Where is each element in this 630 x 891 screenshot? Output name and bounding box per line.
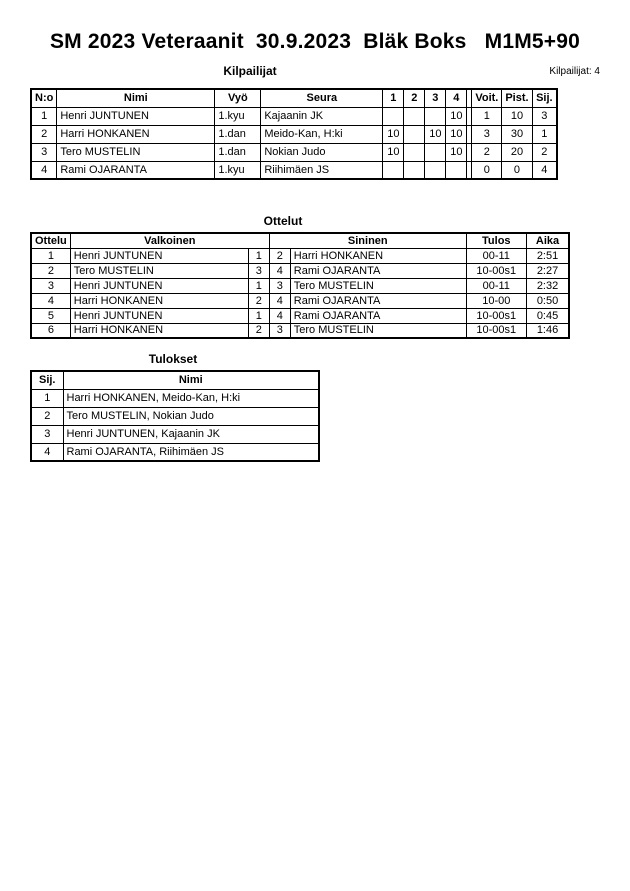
cell-sij: 4 [31,443,63,461]
col-header-valkoinen: Valkoinen [70,233,269,248]
matches-header-row [31,233,569,248]
cell-voit: 3 [472,125,502,143]
cell-score-3: 10 [425,125,446,143]
cell-white-name: Henri JUNTUNEN [70,248,248,263]
cell-sij: 1 [532,125,557,143]
page-title: SM 2023 Veteraanit 30.9.2023 Bläk Boks M1M5+90 [49,30,581,53]
cell-nimi: Rami OJARANTA, Riihimäen JS [63,443,319,461]
cell-aika: 2:32 [526,278,569,293]
result-row [31,425,319,443]
cell-no: 2 [31,125,57,143]
cell-score-1: 10 [383,125,404,143]
cell-voit: 0 [472,161,502,179]
cell-voit: 1 [472,107,502,125]
match-row [31,323,569,338]
cell-white-name: Henri JUNTUNEN [70,278,248,293]
cell-sij: 3 [31,425,63,443]
cell-white-name: Tero MUSTELIN [70,263,248,278]
cell-nimi: Rami OJARANTA [57,161,215,179]
cell-tulos: 10-00s1 [466,308,526,323]
cell-seura: Riihimäen JS [261,161,383,179]
cell-sij: 4 [532,161,557,179]
cell-aika: 0:50 [526,293,569,308]
matches-table [30,232,570,339]
cell-blue-no: 2 [269,248,290,263]
cell-aika: 2:27 [526,263,569,278]
cell-white-no: 1 [248,278,269,293]
cell-tulos: 10-00s1 [466,263,526,278]
col-header-3: 3 [425,89,446,107]
cell-white-no: 1 [248,308,269,323]
cell-blue-name: Tero MUSTELIN [290,278,466,293]
col-header-no: N:o [31,89,57,107]
cell-blue-name: Harri HONKANEN [290,248,466,263]
cell-sij: 1 [31,389,63,407]
cell-score-4: 10 [446,143,467,161]
cell-match-no: 5 [31,308,70,323]
col-header-aika: Aika [526,233,569,248]
col-header-sij: Sij. [532,89,557,107]
cell-nimi: Henri JUNTUNEN [57,107,215,125]
cell-score-3 [425,107,446,125]
col-header-vyo: Vyö [215,89,261,107]
col-header-ottelu: Ottelu [31,233,70,248]
cell-blue-no: 4 [269,293,290,308]
result-row [31,389,319,407]
cell-sij: 3 [532,107,557,125]
cell-score-4 [446,161,467,179]
cell-vyo: 1.kyu [215,107,261,125]
cell-blue-name: Rami OJARANTA [290,308,466,323]
cell-voit: 2 [472,143,502,161]
match-row [31,263,569,278]
cell-seura: Nokian Judo [261,143,383,161]
cell-score-3 [425,143,446,161]
cell-match-no: 4 [31,293,70,308]
cell-nimi: Harri HONKANEN, Meido-Kan, H:ki [63,389,319,407]
col-header-4: 4 [446,89,467,107]
cell-white-no: 2 [248,293,269,308]
cell-blue-name: Tero MUSTELIN [290,323,466,338]
col-header-1: 1 [383,89,404,107]
cell-pist: 10 [502,107,532,125]
cell-white-no: 3 [248,263,269,278]
col-header-nimi: Nimi [57,89,215,107]
col-header-tulos: Tulos [466,233,526,248]
competitors-section-title: Kilpailijat [223,64,277,78]
competitors-count-label: Kilpailijat: 4 [549,66,600,77]
cell-white-no: 1 [248,248,269,263]
cell-nimi: Henri JUNTUNEN, Kajaanin JK [63,425,319,443]
col-header-nimi: Nimi [63,371,319,389]
cell-score-1: 10 [383,143,404,161]
col-header-pist: Pist. [502,89,532,107]
cell-white-name: Henri JUNTUNEN [70,308,248,323]
cell-vyo: 1.dan [215,125,261,143]
cell-score-3 [425,161,446,179]
results-header-row [31,371,319,389]
col-header-sininen: Sininen [269,233,466,248]
col-header-sij: Sij. [31,371,63,389]
cell-score-4: 10 [446,125,467,143]
competitors-header-row [31,89,557,107]
cell-score-2 [404,125,425,143]
result-row [31,443,319,461]
cell-vyo: 1.dan [215,143,261,161]
cell-blue-no: 4 [269,308,290,323]
cell-match-no: 1 [31,248,70,263]
cell-tulos: 00-11 [466,248,526,263]
cell-seura: Kajaanin JK [261,107,383,125]
cell-aika: 2:51 [526,248,569,263]
cell-tulos: 10-00s1 [466,323,526,338]
match-row [31,248,569,263]
cell-pist: 0 [502,161,532,179]
col-header-voit: Voit. [472,89,502,107]
cell-no: 3 [31,143,57,161]
result-row [31,407,319,425]
cell-white-no: 2 [248,323,269,338]
cell-tulos: 00-11 [466,278,526,293]
cell-aika: 1:46 [526,323,569,338]
cell-score-2 [404,107,425,125]
cell-seura: Meido-Kan, H:ki [261,125,383,143]
results-table [30,370,320,462]
cell-no: 1 [31,107,57,125]
cell-match-no: 6 [31,323,70,338]
cell-score-1 [383,107,404,125]
competitor-row [31,143,557,161]
cell-match-no: 3 [31,278,70,293]
cell-score-2 [404,143,425,161]
col-header-2: 2 [404,89,425,107]
cell-blue-no: 4 [269,263,290,278]
cell-white-name: Harri HONKANEN [70,323,248,338]
competitor-row [31,107,557,125]
cell-match-no: 2 [31,263,70,278]
cell-pist: 20 [502,143,532,161]
results-section-title: Tulokset [148,352,198,366]
match-row [31,308,569,323]
cell-pist: 30 [502,125,532,143]
cell-aika: 0:45 [526,308,569,323]
cell-score-1 [383,161,404,179]
match-row [31,293,569,308]
cell-blue-name: Rami OJARANTA [290,293,466,308]
cell-blue-no: 3 [269,323,290,338]
cell-sij: 2 [31,407,63,425]
competitor-row [31,161,557,179]
cell-nimi: Harri HONKANEN [57,125,215,143]
cell-blue-no: 3 [269,278,290,293]
cell-nimi: Tero MUSTELIN, Nokian Judo [63,407,319,425]
cell-tulos: 10-00 [466,293,526,308]
match-row [31,278,569,293]
cell-blue-name: Rami OJARANTA [290,263,466,278]
cell-nimi: Tero MUSTELIN [57,143,215,161]
competitors-table [30,88,558,180]
cell-score-2 [404,161,425,179]
cell-vyo: 1.kyu [215,161,261,179]
col-header-seura: Seura [261,89,383,107]
competitor-row [31,125,557,143]
cell-white-name: Harri HONKANEN [70,293,248,308]
cell-sij: 2 [532,143,557,161]
cell-no: 4 [31,161,57,179]
cell-score-4: 10 [446,107,467,125]
matches-section-title: Ottelut [263,214,303,228]
